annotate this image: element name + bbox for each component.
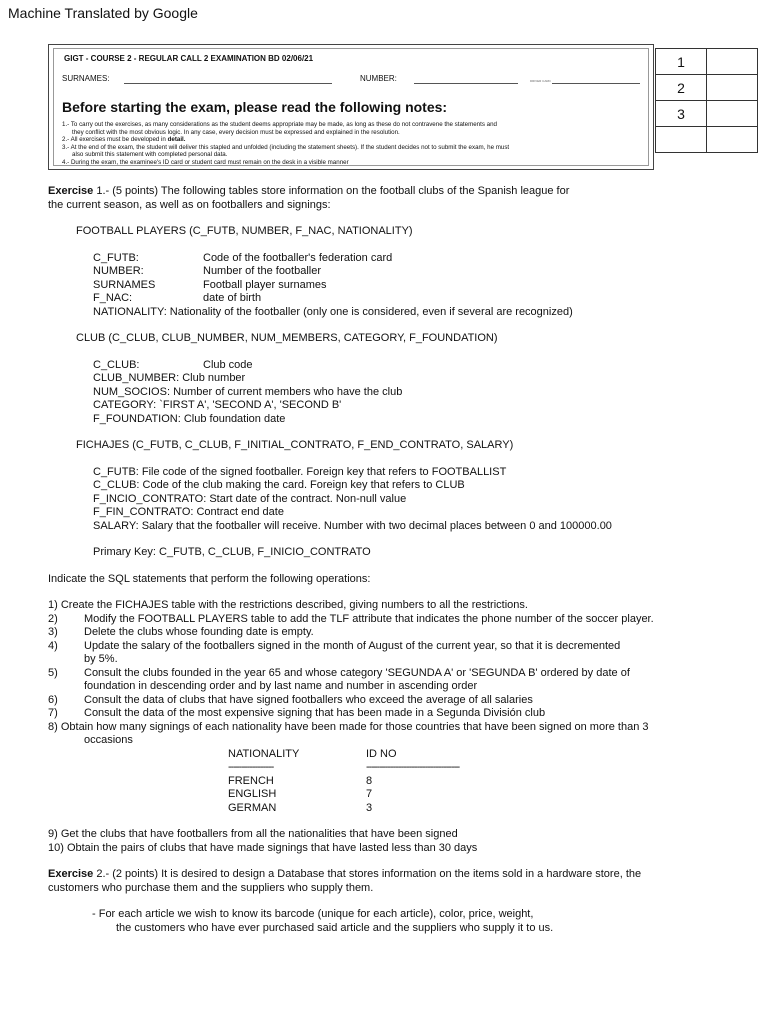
question-text: Consult the data of the most expensive signing that has been made in a Segunda División club [84, 707, 546, 719]
exercise2-intro-text: 2.- (2 points) It is desired to design a Database that stores information on the items sold in a hardware store, the [93, 868, 642, 880]
question-row [48, 626, 748, 640]
score-cell [656, 127, 707, 153]
question-row [48, 653, 748, 667]
question-row [48, 694, 748, 708]
field-key: SURNAMES [93, 278, 156, 291]
question-text: Update the salary of the footballers signed in the month of August of the current year, so that it is decremented [84, 639, 621, 652]
field-row [93, 359, 748, 373]
exercise2-bullet-cont: the customers who have ever purchased said article and the suppliers who supply it to us. [116, 921, 554, 934]
note-line: they conflict with the most obvious logic. In any case, every decision must be expressed and explained in the resolution. [72, 128, 400, 136]
question-number: 7) [48, 707, 58, 719]
translation-banner: Machine Translated by Google [8, 5, 198, 21]
question-text: Modify the FOOTBALL PLAYERS table to add the TLF attribute that indicates the phone number of the soccer player. [84, 612, 654, 625]
number-label: NUMBER: [360, 74, 397, 83]
field-value: Club code [203, 358, 253, 371]
exam-header-inner [53, 48, 649, 166]
exam-header [48, 44, 654, 170]
fichajes-fields [48, 466, 748, 560]
fichajes-schema: FICHAJES (C_FUTB, C_CLUB, F_INITIAL_CONTRATO, F_END_CONTRATO, SALARY) [76, 439, 514, 451]
field-key: C_FUTB: [93, 251, 139, 264]
question-number: 6) [48, 693, 58, 706]
score-grid [655, 48, 758, 153]
question-8-cont: occasions [84, 734, 133, 746]
field-value: date of birth [203, 292, 262, 304]
spacer [48, 815, 748, 828]
club-fields [48, 359, 748, 427]
score-cell [707, 127, 758, 153]
spacer [93, 533, 748, 546]
exercise2-intro [48, 868, 748, 882]
question-text: Consult the clubs founded in the year 65 and whose category 'SEGUNDA A' or 'SEGUNDA B' ordered by date of [84, 666, 630, 679]
field-nationality: NATIONALITY: Nationality of the footballer (only one is considered, even if several are recognized) [93, 305, 573, 318]
note-line: 2.- All exercises must be developed in detail. [62, 136, 186, 143]
question-text: Consult the data of clubs that have signed footballers who exceed the average of all salaries [84, 693, 533, 706]
field-row [93, 252, 748, 266]
exercise1-label: Exercise [48, 185, 94, 197]
note-line: 1.- To carry out the exercises, as many considerations as the student deems appropriate may be made, as long as these do not contravene the statements and [62, 121, 497, 128]
exercise2-label: Exercise [48, 868, 94, 880]
field-key: F_NAC: [93, 292, 133, 304]
exercise2-intro-line2: customers who purchase them and the suppliers who supply them. [48, 881, 374, 894]
primary-key: Primary Key: C_FUTB, C_CLUB, F_INICIO_CONTRATO [93, 546, 371, 558]
question-row [48, 667, 748, 681]
score-cell [707, 101, 758, 127]
table-row [228, 788, 459, 802]
question-number: 2) [48, 612, 58, 625]
score-cell [707, 75, 758, 101]
question-row [48, 680, 748, 694]
field-line: F_INCIO_CONTRATO: Start date of the contract. Non-null value [93, 492, 407, 505]
driver-card-line [552, 83, 640, 84]
question-row [48, 707, 748, 721]
exam-title: GIGT - COURSE 2 - REGULAR CALL 2 EXAMINATION BD 02/06/21 [64, 54, 314, 63]
exercise2-bullet: - For each article we wish to know its barcode (unique for each article), color, price, weight, [92, 908, 534, 920]
players-fields [48, 252, 748, 320]
question-row [48, 613, 748, 627]
question-text: foundation in descending order and by last name and number in ascending order [84, 680, 478, 692]
question-9: 9) Get the clubs that have footballers from all the nationalities that have been signed [48, 828, 458, 840]
table-row [228, 802, 459, 816]
exercise1-intro [48, 185, 748, 199]
field-line: C_FUTB: File code of the signed footballer. Foreign key that refers to FOOTBALLIST [93, 465, 507, 478]
field-row [93, 279, 748, 293]
question-text: Delete the clubs whose founding date is empty. [84, 626, 314, 638]
instructions: Indicate the SQL statements that perform the following operations: [48, 572, 371, 585]
field-row [93, 292, 748, 306]
field-line: CLUB_NUMBER: Club number [93, 372, 246, 384]
driver-card-label: DRIVER CARD [530, 79, 551, 83]
spacer [48, 426, 748, 439]
spacer [48, 239, 748, 252]
question-number: 4) [48, 639, 58, 652]
question-8: 8) Obtain how many signings of each nationality have been made for those countries that have been signed on more than 3 [48, 720, 649, 733]
field-line: CATEGORY: `FIRST A', 'SECOND A', 'SECOND B' [93, 399, 342, 411]
spacer [48, 346, 748, 359]
score-cell-number: 2 [656, 75, 707, 101]
note-line: 4.- During the exam, the examinee's ID card or student card must remain on the desk in a visible manner [62, 158, 349, 166]
note-line: 3.- At the end of the exam, the student will deliver this stapled and unfolded (including the statement sheets). If the student decides not to submit the exam, he must [62, 143, 510, 151]
notes-list [62, 121, 642, 166]
table-divider-row [228, 761, 459, 775]
table-cell: 7 [366, 788, 373, 800]
spacer [48, 319, 748, 332]
notes-heading: Before starting the exam, please read the following notes: [62, 99, 448, 115]
exercise1-intro-text: 1.- (5 points) The following tables store information on the football clubs of the Spanish league for [93, 185, 570, 197]
question-number [48, 680, 84, 694]
spacer [48, 895, 748, 908]
spacer [48, 560, 748, 573]
field-key: NUMBER: [93, 265, 144, 277]
question-number: 3) [48, 626, 58, 638]
field-value: Number of the footballer [203, 265, 322, 277]
table-divider: ----------------------------------- [366, 761, 460, 773]
note-line: also submit this statement with completed personal data. [72, 151, 228, 158]
exam-content [48, 185, 748, 935]
field-line: C_CLUB: Code of the club making the card. Foreign key that refers to CLUB [93, 479, 465, 491]
note-emphasis: detail. [167, 136, 186, 143]
question-10: 10) Obtain the pairs of clubs that have made signings that have lasted less than 30 days [48, 841, 478, 854]
table-header-row [228, 748, 459, 762]
number-line [414, 83, 518, 84]
spacer [48, 586, 748, 599]
field-line: NUM_SOCIOS: Number of current members who have the club [93, 385, 403, 398]
table-cell: 3 [366, 801, 373, 814]
club-schema: CLUB (C_CLUB, CLUB_NUMBER, NUM_MEMBERS, CATEGORY, F_FOUNDATION) [76, 332, 498, 344]
field-row [93, 265, 748, 279]
question-1: 1) Create the FICHAJES table with the restrictions described, giving numbers to all the restrictions. [48, 599, 528, 611]
score-cell-number: 3 [656, 101, 707, 127]
field-key: C_CLUB: [93, 358, 140, 371]
field-value: Code of the footballer's federation card [203, 251, 393, 264]
table-cell: FRENCH [228, 774, 274, 787]
table-header: NATIONALITY [228, 747, 300, 760]
surnames-line [124, 83, 332, 84]
table-divider: ----------------- [228, 761, 274, 773]
score-cell-number: 1 [656, 49, 707, 75]
score-cell [707, 49, 758, 75]
players-schema: FOOTBALL PLAYERS (C_FUTB, NUMBER, F_NAC, NATIONALITY) [76, 225, 413, 237]
field-line: F_FIN_CONTRATO: Contract end date [93, 506, 284, 518]
question-number: 5) [48, 666, 58, 679]
table-row [228, 775, 459, 789]
field-value: Football player surnames [203, 278, 327, 291]
field-line: SALARY: Salary that the footballer will receive. Number with two decimal places between 0 and 100000.00 [93, 519, 612, 532]
spacer [48, 453, 748, 466]
nationality-table [228, 748, 459, 816]
field-line: F_FOUNDATION: Club foundation date [93, 412, 286, 425]
table-cell: ENGLISH [228, 788, 277, 800]
question-text: by 5%. [84, 653, 118, 665]
table-cell: GERMAN [228, 801, 277, 814]
question-row [48, 640, 748, 654]
table-cell: 8 [366, 774, 373, 787]
spacer [48, 855, 748, 868]
surnames-label: SURNAMES: [62, 74, 110, 83]
spacer [48, 212, 748, 225]
table-header: ID NO [366, 747, 397, 760]
exercise1-intro-line2: the current season, as well as on footballers and signings: [48, 198, 331, 211]
question-number [48, 653, 84, 667]
